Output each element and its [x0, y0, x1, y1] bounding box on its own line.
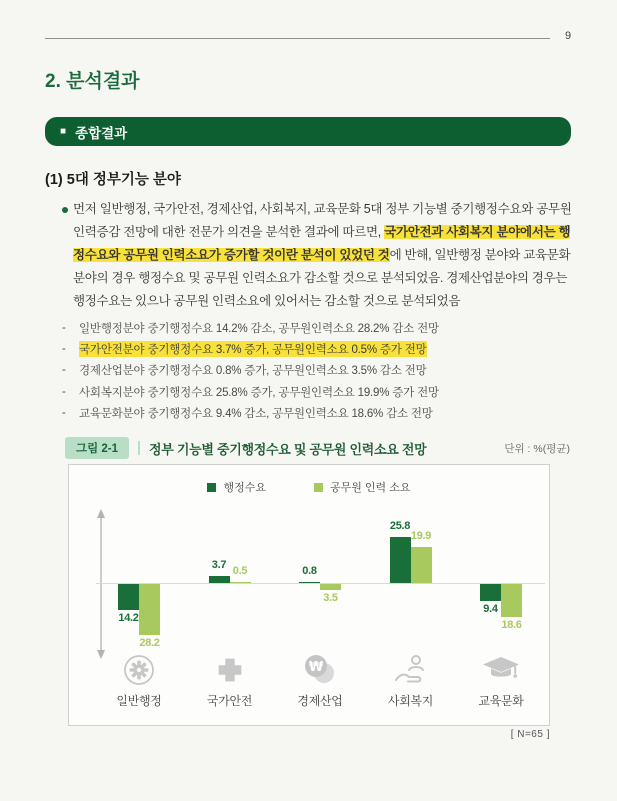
page-number: 9: [564, 30, 572, 42]
category-group: [185, 651, 275, 709]
category-label: 일반행정: [116, 694, 162, 708]
dash-list: [62, 317, 574, 424]
list-item: [62, 403, 574, 424]
figure-badge-divider: [138, 441, 140, 455]
category-group: [94, 651, 184, 709]
category-label: 사회복지: [387, 694, 434, 708]
list-item-text: 사회복지분야 중기행정수요 25.8% 증가, 공무원인력소요 19.9% 증가 전망: [79, 386, 439, 399]
list-item-text: 교육문화분야 중기행정수요 9.4% 감소, 공무원인력소요 18.6% 감소 전망: [79, 408, 433, 421]
chart-bar: [501, 584, 522, 617]
list-item: [62, 381, 574, 402]
highlighted-text: 국가안전과 사회복지 분야에서는 행정수요와 공무원 인력소요가 증가할 것이란 분석이 있었던 것: [73, 225, 571, 262]
bar-value-label: 25.8: [389, 519, 411, 532]
gear-icon: [94, 651, 184, 689]
chart-bar: [320, 584, 341, 590]
square-bullet-icon: ■: [60, 125, 67, 137]
sample-size-note: [ N=65 ]: [510, 729, 550, 740]
bar-value-label: 3.7: [211, 559, 227, 572]
dash-marker: -: [62, 385, 66, 398]
list-item-text: 일반행정분야 중기행정수요 14.2% 감소, 공무원인력소요 28.2% 감소 전망: [79, 322, 439, 335]
bar-value-label: 19.9: [410, 530, 432, 543]
category-label: 교육문화: [478, 694, 524, 708]
chart-bar: [480, 584, 501, 601]
page-title: 2. 분석결과: [45, 71, 140, 92]
chart-bar: [139, 584, 160, 635]
category-label: 국가안전: [206, 694, 253, 708]
won-coin-icon: [275, 651, 365, 689]
summary-paragraph: [61, 198, 580, 313]
figure-caption: [65, 437, 570, 459]
dash-marker: -: [62, 407, 66, 420]
bullet-dot-icon: [62, 207, 68, 213]
list-item: [62, 360, 574, 381]
chart-legend: [69, 479, 549, 495]
list-item-text: 경제산업분야 중기행정수요 0.8% 증가, 공무원인력소요 3.5% 감소 전망: [79, 365, 427, 378]
section-banner-label: 종합결과: [75, 125, 128, 141]
category-group: [456, 651, 546, 709]
header-rule: [45, 38, 550, 39]
list-item: [62, 317, 574, 338]
bar-value-label: 0.5: [232, 564, 248, 577]
legend-item-workforce-demand: [314, 479, 411, 495]
svg-text:₩: ₩: [308, 660, 324, 675]
bar-value-label: 28.2: [139, 636, 160, 649]
paragraph-text: 에 반해, 일반행정 분야와 교육문화 분야의 경우 행정수요 및 공무원 인력소요가 감소할 것으로 분석되었음. 경제산업분야의 경우는 행정수요는 있으나 공무원 인력소요에 있어서는 감소할 것으로 분석되었음: [73, 248, 571, 308]
paragraph-text-block: [73, 198, 580, 313]
dash-marker: -: [62, 343, 66, 356]
dash-marker: -: [62, 364, 66, 377]
bar-value-label: 0.8: [302, 564, 317, 577]
graduation-cap-icon: [456, 651, 546, 689]
chart-frame: [68, 464, 550, 726]
legend-swatch-dark-green: [207, 483, 216, 492]
hand-person-icon: [366, 651, 456, 689]
paragraph-text: 먼저 일반행정, 국가안전, 경제산업, 사회복지, 교육문화 5대 정부 기능별 중기행정수요와 공무원 인력증감 전망에 대한 전문가 의견을 분석한 결과에 따르면,: [73, 202, 572, 239]
category-group: [366, 651, 456, 709]
figure-badge: 그림 2-1: [65, 437, 129, 459]
chart-bar: [390, 537, 411, 583]
plus-icon: [185, 651, 275, 689]
figure-unit-label: 단위 : %(평균): [504, 442, 570, 455]
chart-bar: [209, 576, 230, 583]
chart-bar: [299, 582, 320, 583]
figure-title: 정부 기능별 중기행정수요 및 공무원 인력소요 전망: [149, 441, 427, 457]
legend-item-admin-demand: [207, 479, 266, 495]
list-item: [62, 338, 574, 359]
legend-label: 행정수요: [223, 482, 266, 494]
chart-bar: [118, 584, 139, 610]
legend-label: 공무원 인력 소요: [330, 482, 411, 494]
dash-marker: -: [62, 321, 66, 334]
category-group: [275, 651, 365, 709]
bar-value-label: 14.2: [118, 611, 139, 624]
section-banner: [45, 117, 571, 146]
list-item-text-highlighted: 국가안전분야 중기행정수요 3.7% 증가, 공무원인력소요 0.5% 증가 전망: [79, 341, 427, 357]
category-label: 경제산업: [297, 694, 343, 708]
chart-bar: [230, 582, 251, 583]
bar-value-label: 3.5: [323, 592, 338, 605]
y-axis-arrow-icon: [94, 509, 108, 659]
subsection-title: (1) 5대 정부기능 분야: [45, 172, 181, 188]
chart-bar: [411, 547, 432, 583]
bar-value-label: 9.4: [483, 602, 498, 615]
legend-swatch-light-green: [314, 483, 323, 492]
bar-value-label: 18.6: [501, 619, 522, 632]
